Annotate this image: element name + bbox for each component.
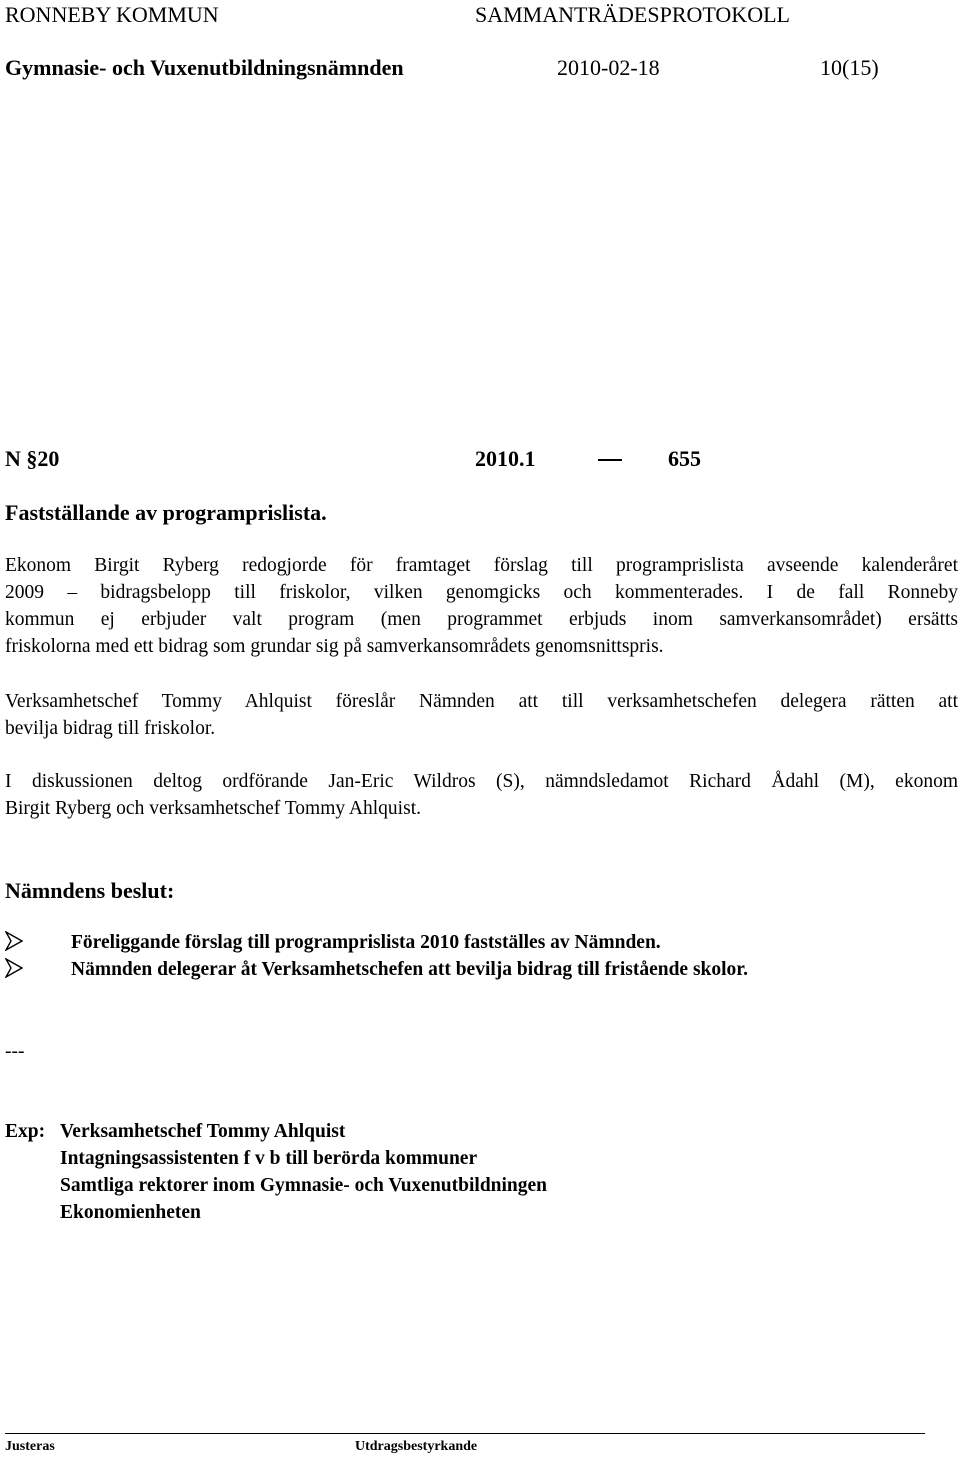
dash-divider — [598, 459, 622, 461]
expedition-recipient: Ekonomienheten — [60, 1202, 201, 1223]
signature-line — [5, 1433, 925, 1434]
paragraph-number: N §20 — [5, 446, 60, 471]
decision-item-text: Föreliggande förslag till programprislista 2010 fastställes av Nämnden. — [71, 932, 661, 953]
paragraph-discussion — [5, 768, 958, 822]
text-line: 2009 – bidragsbelopp till friskolor, vilken genomgicks och kommenterades. I de fall Ronneby — [5, 582, 958, 603]
separator-dashes: --- — [5, 1041, 25, 1062]
decision-heading: Nämndens beslut: — [5, 878, 175, 903]
arrowhead-bullet-icon — [5, 958, 23, 978]
justeras-label: Justeras — [5, 1439, 55, 1454]
text-line: Birgit Ryberg och verksamhetschef Tommy Ahlquist. — [5, 798, 421, 819]
text-line: bevilja bidrag till friskolor. — [5, 718, 216, 739]
paragraph-proposal — [5, 688, 958, 742]
utdragsbestyrkande-label: Utdragsbestyrkande — [355, 1439, 478, 1454]
expedition-label: Exp: — [5, 1121, 46, 1142]
board-name: Gymnasie- och Vuxenutbildningsnämnden — [5, 55, 404, 80]
decision-item-text: Nämnden delegerar åt Verksamhetschefen att bevilja bidrag till fristående skolor. — [71, 959, 749, 980]
decision-item — [5, 956, 748, 983]
arrowhead-bullet-icon — [5, 931, 23, 951]
page-number: 10(15) — [820, 55, 879, 80]
text-line: kommun ej erbjuder valt program (men programmet erbjuds inom samverkansområdet) ersätts — [5, 609, 958, 630]
archive-code: 655 — [668, 446, 701, 471]
item-title: Fastställande av programprislista. — [5, 500, 327, 525]
decision-item — [5, 929, 661, 956]
expedition-recipient: Verksamhetschef Tommy Ahlquist — [60, 1121, 346, 1142]
paragraph-report — [5, 552, 958, 660]
municipality-name: RONNEBY KOMMUN — [5, 2, 219, 27]
expedition-recipient: Samtliga rektorer inom Gymnasie- och Vuxenutbildningen — [60, 1175, 548, 1196]
text-line: friskolorna med ett bidrag som grundar sig på samverkansområdets genomsnittspris. — [5, 636, 664, 657]
text-line: Ekonom Birgit Ryberg redogjorde för framtaget förslag till programprislista avseende kalenderåret — [5, 555, 958, 576]
meeting-date: 2010-02-18 — [557, 55, 660, 80]
expedition-recipient: Intagningsassistenten f v b till berörda kommuner — [60, 1148, 478, 1169]
text-line: Verksamhetschef Tommy Ahlquist föreslår Nämnden att till verksamhetschefen delegera rätten att — [5, 691, 958, 712]
case-number: 2010.1 — [475, 446, 536, 471]
document-type: SAMMANTRÄDESPROTOKOLL — [475, 2, 790, 27]
text-line: I diskussionen deltog ordförande Jan-Eric Wildros (S), nämndsledamot Richard Ådahl (M), ekonom — [5, 771, 958, 792]
